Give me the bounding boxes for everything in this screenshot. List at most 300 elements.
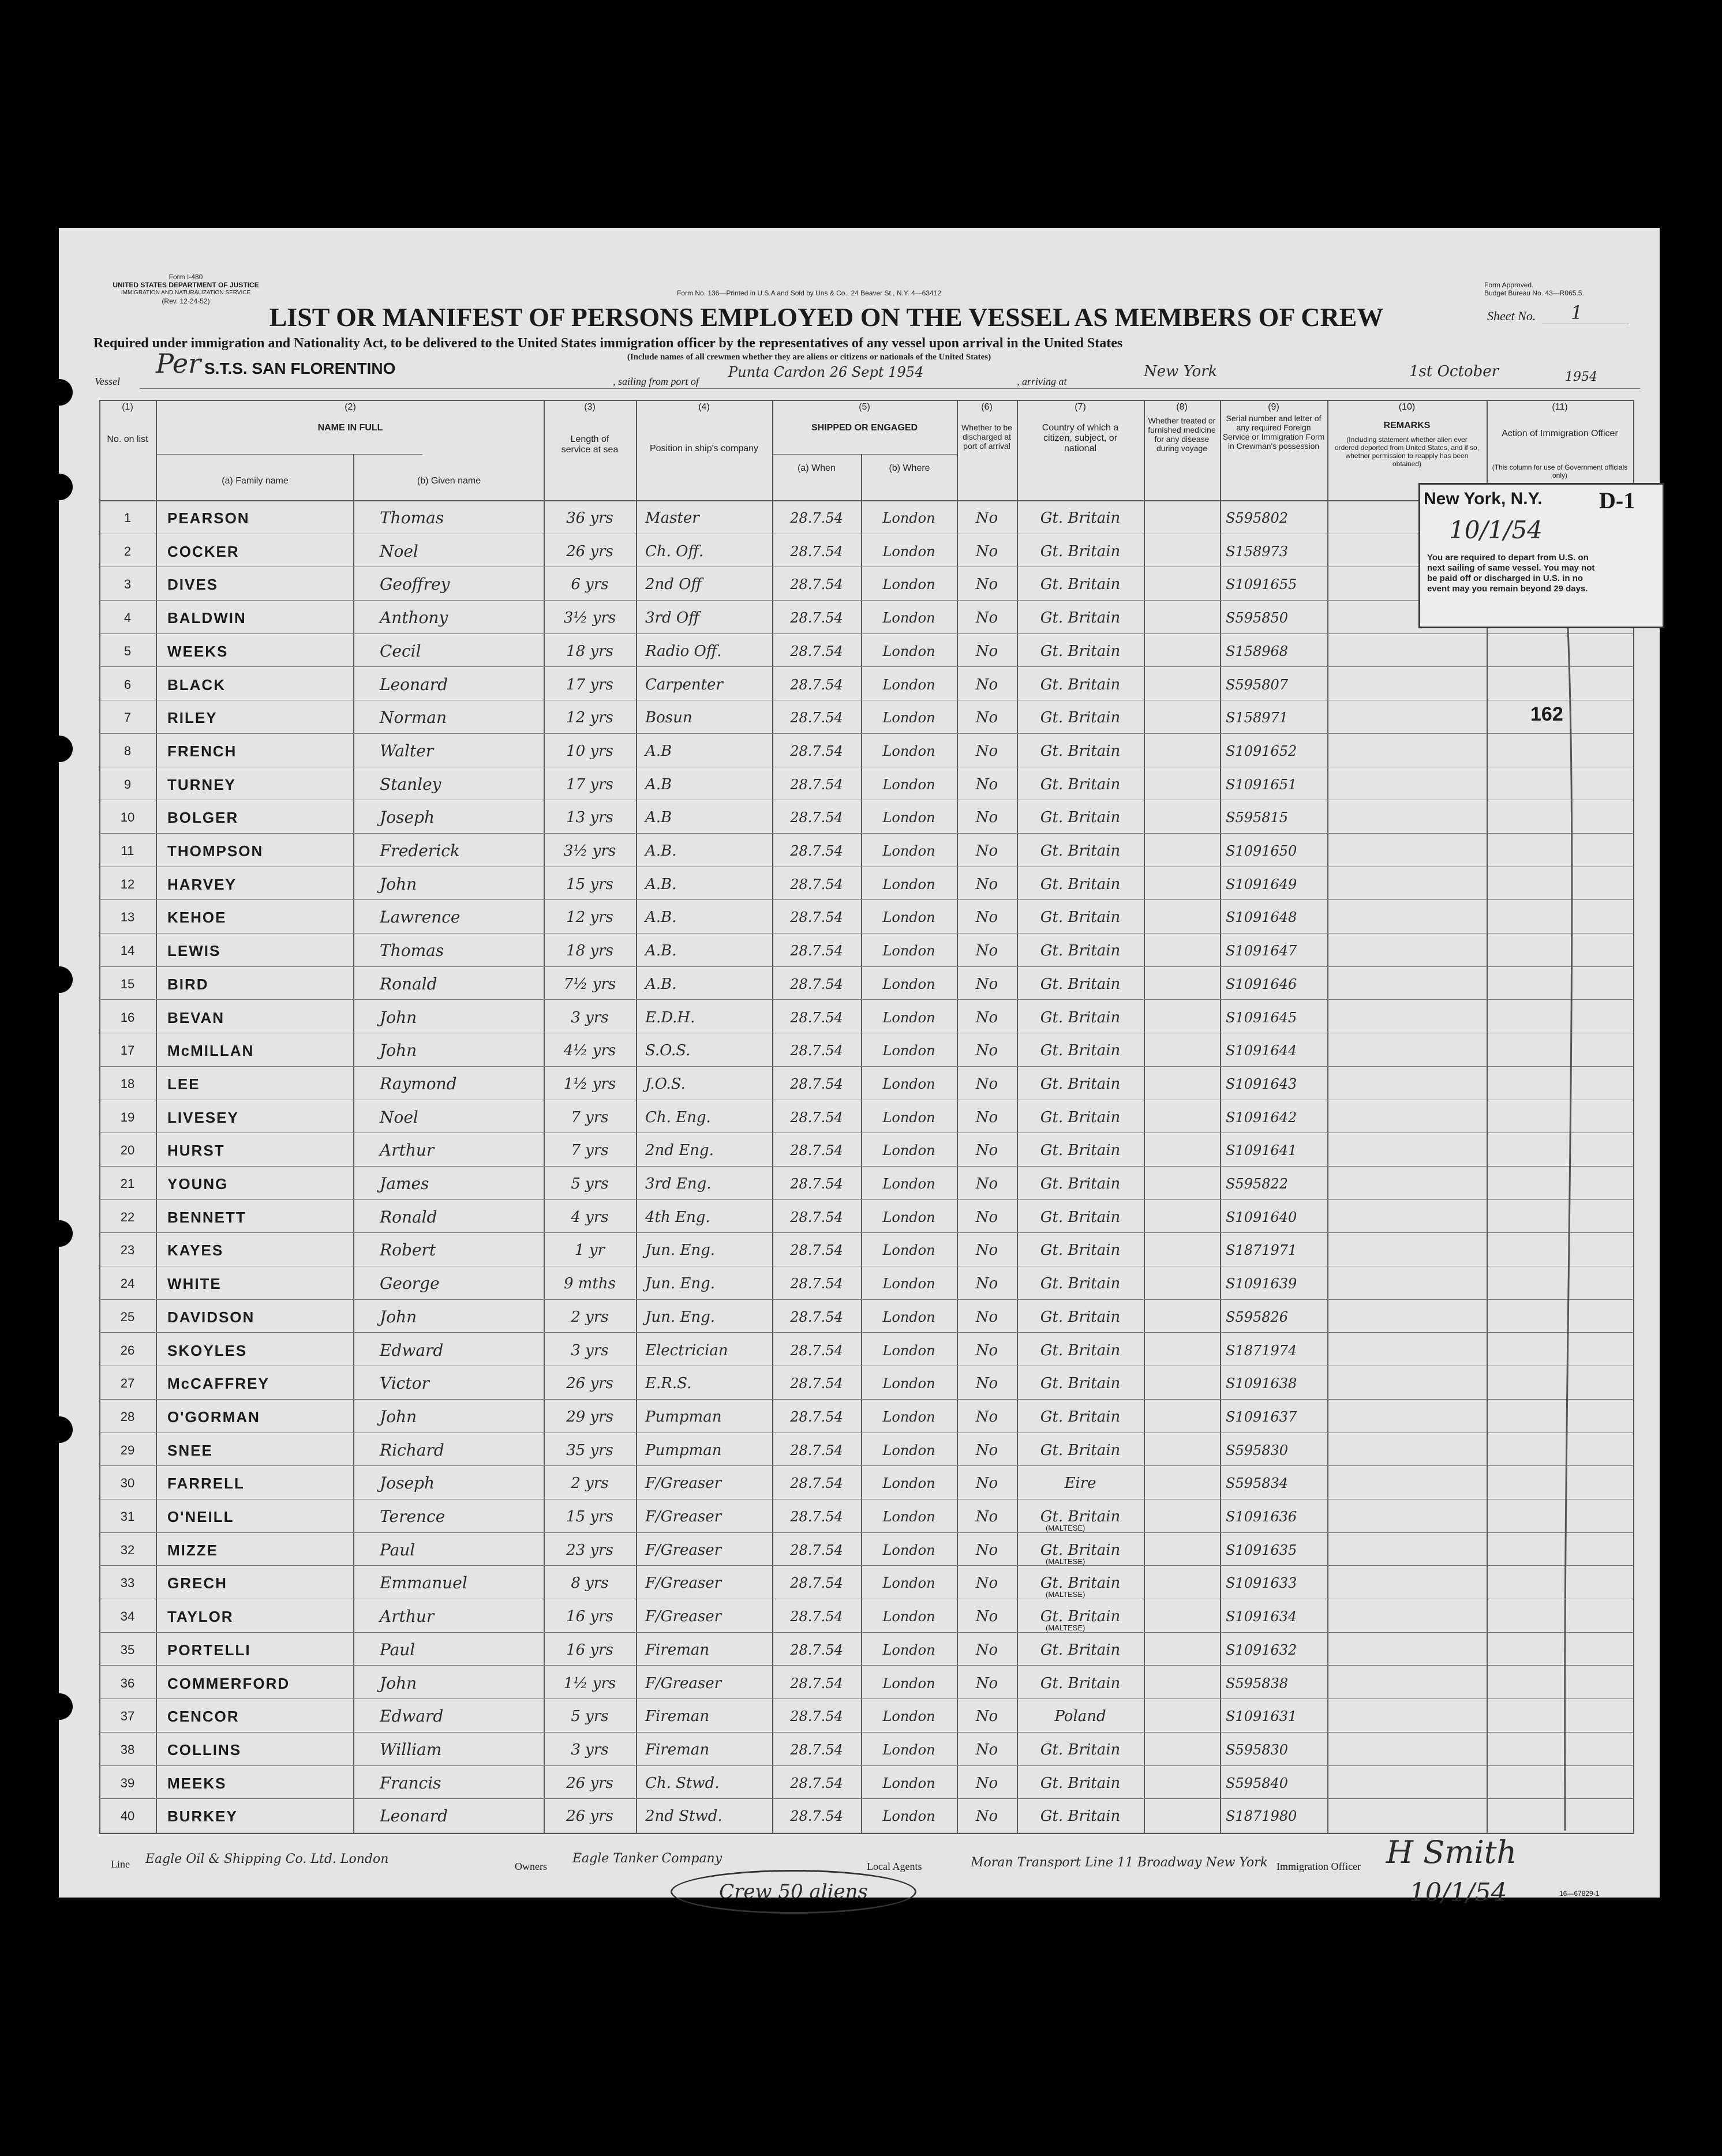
service-length: 12 yrs xyxy=(566,709,613,727)
serial-number: S1091641 xyxy=(1226,1142,1297,1159)
country: Gt. Britain xyxy=(1040,1608,1121,1626)
row-divider xyxy=(99,1166,1634,1167)
table-row xyxy=(99,1799,1634,1833)
discharge-status: No xyxy=(975,1208,998,1226)
serial-number: S1091639 xyxy=(1226,1276,1297,1292)
given-name: Noel xyxy=(380,541,418,561)
col-position-no: (4) xyxy=(698,402,710,412)
serial-number: S595834 xyxy=(1226,1475,1289,1492)
service-length: 29 yrs xyxy=(566,1408,613,1426)
discharge-status: No xyxy=(975,676,998,693)
col-discharge-no: (6) xyxy=(981,402,993,412)
vessel-name: S.T.S. SAN FLORENTINO xyxy=(204,359,396,377)
row-number: 13 xyxy=(120,910,135,925)
shipped-where: London xyxy=(882,1308,935,1325)
shipped-where: London xyxy=(882,1109,935,1126)
approval-line: Form Approved. xyxy=(1484,281,1534,289)
row-divider xyxy=(99,1232,1634,1233)
serial-number: S595830 xyxy=(1226,1741,1289,1758)
position: 3rd Eng. xyxy=(645,1175,712,1193)
table-row xyxy=(99,635,1634,668)
shipped-when: 28.7.54 xyxy=(790,976,843,992)
discharge-status: No xyxy=(975,1108,998,1126)
position: Master xyxy=(645,509,699,527)
service-length: 8 yrs xyxy=(571,1574,609,1592)
discharge-status: No xyxy=(975,509,998,527)
serial-number: S595807 xyxy=(1226,676,1289,693)
country: Gt. Britain xyxy=(1040,1341,1121,1359)
discharge-status: No xyxy=(975,1042,998,1060)
position: Pumpman xyxy=(645,1441,722,1459)
service-length: 3 yrs xyxy=(571,1008,609,1026)
service-length: 10 yrs xyxy=(566,742,613,760)
shipped-when: 28.7.54 xyxy=(790,743,843,759)
arriving-label: , arriving at xyxy=(1017,376,1067,387)
row-number: 15 xyxy=(120,976,135,991)
discharge-status: No xyxy=(975,1708,998,1726)
given-name: John xyxy=(380,874,417,894)
given-name: Lawrence xyxy=(380,908,461,927)
table-row xyxy=(99,501,1634,535)
shipped-when: 28.7.54 xyxy=(790,1209,843,1225)
service-length: 36 yrs xyxy=(566,509,613,527)
col-shipped-when: (a) When xyxy=(798,463,836,473)
sailing-label: , sailing from port of xyxy=(613,376,699,387)
row-number: 40 xyxy=(120,1809,135,1824)
row-number: 8 xyxy=(123,743,132,758)
row-divider xyxy=(99,1798,1634,1799)
arriving-port: New York xyxy=(1144,363,1218,380)
crew-rows xyxy=(99,501,1634,1833)
shipped-where: London xyxy=(882,1075,935,1092)
position: 2nd Stwd. xyxy=(645,1808,723,1825)
given-name: Francis xyxy=(380,1773,441,1793)
given-name: Frederick xyxy=(380,841,460,860)
shipped-when: 28.7.54 xyxy=(790,1375,843,1392)
service-length: 18 yrs xyxy=(566,642,613,660)
discharge-status: No xyxy=(975,775,998,793)
country: Gt. Britain xyxy=(1040,709,1121,727)
given-name: Anthony xyxy=(380,608,448,628)
position: A.B. xyxy=(645,942,677,960)
shipped-where: London xyxy=(882,1575,935,1592)
table-row xyxy=(99,1434,1634,1467)
family-name: MIZZE xyxy=(167,1541,218,1559)
given-name: Edward xyxy=(380,1340,444,1360)
col-position-title: Position in ship's company xyxy=(649,444,759,453)
service-length: 26 yrs xyxy=(566,1375,613,1393)
shipped-when: 28.7.54 xyxy=(790,710,843,726)
country: Gt. Britain xyxy=(1040,542,1121,560)
shipped-when: 28.7.54 xyxy=(790,1342,843,1359)
table-row xyxy=(99,1533,1634,1567)
shipped-where: London xyxy=(882,1375,935,1392)
shipped-when: 28.7.54 xyxy=(790,1608,843,1625)
punch-hole xyxy=(46,1416,73,1443)
shipped-when: 28.7.54 xyxy=(790,1142,843,1159)
country: Gt. Britain xyxy=(1040,942,1121,960)
table-row xyxy=(99,1001,1634,1034)
discharge-status: No xyxy=(975,1408,998,1426)
shipped-when: 28.7.54 xyxy=(790,576,843,593)
serial-number: S1871974 xyxy=(1226,1342,1297,1359)
row-divider xyxy=(99,1066,1634,1067)
discharge-status: No xyxy=(975,842,998,860)
serial-number: S158971 xyxy=(1226,710,1289,726)
table-row xyxy=(99,1400,1634,1434)
discharge-status: No xyxy=(975,1574,998,1592)
row-number: 20 xyxy=(120,1143,135,1158)
col-remarks-no: (10) xyxy=(1398,402,1416,412)
shipped-when: 28.7.54 xyxy=(790,809,843,826)
row-divider xyxy=(99,1465,1634,1466)
shipped-where: London xyxy=(882,1043,935,1059)
family-name: TURNEY xyxy=(167,775,236,793)
discharge-status: No xyxy=(975,1641,998,1659)
serial-number: S1091636 xyxy=(1226,1509,1297,1525)
family-name: BURKEY xyxy=(167,1808,238,1825)
row-number: 29 xyxy=(120,1442,135,1457)
shipped-when: 28.7.54 xyxy=(790,1475,843,1492)
table-row xyxy=(99,1034,1634,1067)
service-length: 1 yr xyxy=(575,1242,605,1259)
row-number: 4 xyxy=(123,610,132,625)
family-name: LEWIS xyxy=(167,942,221,960)
country: Gt. Britain xyxy=(1040,909,1121,927)
given-name: Ronald xyxy=(380,974,437,993)
country: Gt. Britain xyxy=(1040,1308,1121,1326)
family-name: McMILLAN xyxy=(167,1042,254,1060)
service-length: 17 yrs xyxy=(566,775,613,793)
budget-bureau: Budget Bureau No. 43—R065.5. xyxy=(1484,289,1584,297)
discharge-status: No xyxy=(975,1008,998,1026)
service-length: 26 yrs xyxy=(566,542,613,560)
col-remarks-note: (Including statement whether alien ever ordered deported from United States, and if so, whether permission to reapply has been obtained) xyxy=(1334,436,1480,468)
col-family-name: (a) Family name xyxy=(222,476,289,486)
shipped-where: London xyxy=(882,1342,935,1359)
row-number: 7 xyxy=(123,710,132,725)
shipped-when: 28.7.54 xyxy=(790,1675,843,1692)
shipped-when: 28.7.54 xyxy=(790,1741,843,1758)
col-serial-no: (9) xyxy=(1268,402,1279,412)
country: Gt. Britain xyxy=(1040,875,1121,893)
position: A.B. xyxy=(645,909,677,927)
serial-number: S1091631 xyxy=(1226,1708,1297,1725)
row-divider xyxy=(99,1332,1634,1333)
shipped-when: 28.7.54 xyxy=(790,1109,843,1126)
serial-number: S158968 xyxy=(1226,643,1289,659)
country: Gt. Britain xyxy=(1040,1075,1121,1093)
position: A.B xyxy=(645,742,672,760)
row-divider xyxy=(99,1732,1634,1733)
shipped-where: London xyxy=(882,710,935,726)
service-length: 13 yrs xyxy=(566,809,613,827)
col-action-note: (This column for use of Government officials only) xyxy=(1492,463,1628,479)
position: J.O.S. xyxy=(645,1075,686,1093)
officer-label: Immigration Officer xyxy=(1276,1861,1361,1872)
vessel-label: Vessel xyxy=(95,376,120,387)
table-row xyxy=(99,1500,1634,1533)
service-length: 7 yrs xyxy=(571,1108,609,1126)
shipped-when: 28.7.54 xyxy=(790,1043,843,1059)
service-length: 18 yrs xyxy=(566,942,613,960)
service-length: 17 yrs xyxy=(566,676,613,693)
row-number: 21 xyxy=(120,1176,135,1191)
pencil-line xyxy=(1530,573,1600,1842)
country: Poland xyxy=(1054,1708,1106,1726)
discharge-status: No xyxy=(975,1375,998,1393)
serial-number: S1091637 xyxy=(1226,1408,1297,1425)
serial-number: S595840 xyxy=(1226,1775,1289,1791)
country: Gt. Britain xyxy=(1040,576,1121,594)
table-row xyxy=(99,1267,1634,1300)
family-name: KEHOE xyxy=(167,909,227,927)
serial-number: S1091640 xyxy=(1226,1209,1297,1225)
serial-number: S1091646 xyxy=(1226,976,1297,992)
shipped-when: 28.7.54 xyxy=(790,610,843,627)
table-row xyxy=(99,1566,1634,1600)
discharge-status: No xyxy=(975,1075,998,1093)
given-name: John xyxy=(380,1041,417,1060)
given-name: Noel xyxy=(380,1107,418,1127)
row-number: 32 xyxy=(120,1542,135,1557)
position: 4th Eng. xyxy=(645,1208,710,1226)
shipped-where: London xyxy=(882,1176,935,1192)
printer-note: Form No. 136—Printed in U.S.A and Sold by Uns & Co., 24 Beaver St., N.Y. 4—63412 xyxy=(676,289,941,297)
table-row xyxy=(99,968,1634,1001)
row-number: 6 xyxy=(123,677,132,692)
given-name: Walter xyxy=(380,741,434,760)
given-name: Raymond xyxy=(380,1074,457,1093)
shipped-when: 28.7.54 xyxy=(790,1276,843,1292)
row-number: 9 xyxy=(123,777,132,792)
country: Gt. Britain xyxy=(1040,1508,1121,1525)
vessel-prefix: Per xyxy=(156,348,201,379)
position: Jun. Eng. xyxy=(645,1308,716,1326)
row-divider xyxy=(99,666,1634,667)
row-number: 22 xyxy=(120,1209,135,1224)
col-shipped-title: SHIPPED OR ENGAGED xyxy=(811,423,918,433)
row-divider xyxy=(99,833,1634,834)
family-name: McCAFFREY xyxy=(167,1375,269,1393)
country: Gt. Britain xyxy=(1040,1275,1121,1293)
service-length: 7 yrs xyxy=(571,1142,609,1160)
discharge-status: No xyxy=(975,942,998,960)
position: Jun. Eng. xyxy=(645,1275,716,1293)
maltese-note: (MALTESE) xyxy=(1046,1557,1085,1566)
position: 2nd Eng. xyxy=(645,1142,714,1160)
table-row xyxy=(99,701,1634,734)
country: Gt. Britain xyxy=(1040,1242,1121,1259)
shipped-where: London xyxy=(882,510,935,526)
shipped-where: London xyxy=(882,543,935,560)
position: F/Greaser xyxy=(645,1508,722,1525)
shipped-where: London xyxy=(882,1775,935,1791)
serial-number: S1091649 xyxy=(1226,876,1297,893)
service-length: 5 yrs xyxy=(571,1708,609,1726)
row-number: 12 xyxy=(120,876,135,891)
shipped-where: London xyxy=(882,1209,935,1225)
discharge-status: No xyxy=(975,1275,998,1293)
shipped-when: 28.7.54 xyxy=(790,1242,843,1259)
manifest-sheet xyxy=(59,228,1660,1907)
given-name: Geoffrey xyxy=(380,575,450,594)
form-revision: (Rev. 12-24-52) xyxy=(162,297,210,305)
family-name: BOLGER xyxy=(167,809,239,827)
table-row xyxy=(99,1167,1634,1201)
col-name-no: (2) xyxy=(345,402,356,412)
position: F/Greaser xyxy=(645,1608,722,1626)
row-divider xyxy=(99,1698,1634,1699)
position: A.B xyxy=(645,775,672,793)
line-value: Eagle Oil & Shipping Co. Ltd. London xyxy=(145,1852,389,1866)
row-divider xyxy=(99,1665,1634,1666)
shipped-where: London xyxy=(882,943,935,959)
row-number: 24 xyxy=(120,1276,135,1291)
table-row xyxy=(99,801,1634,834)
table-row xyxy=(99,734,1634,768)
country: Gt. Britain xyxy=(1040,1808,1121,1825)
position: Pumpman xyxy=(645,1408,722,1426)
row-divider xyxy=(99,1399,1634,1400)
discharge-status: No xyxy=(975,909,998,927)
discharge-status: No xyxy=(975,1508,998,1525)
shipped-where: London xyxy=(882,809,935,826)
punch-hole xyxy=(46,1693,73,1720)
shipped-where: London xyxy=(882,1542,935,1558)
discharge-status: No xyxy=(975,609,998,627)
shipped-when: 28.7.54 xyxy=(790,1641,843,1658)
col-given-name: (b) Given name xyxy=(417,476,481,486)
row-number: 37 xyxy=(120,1709,135,1724)
country: Gt. Britain xyxy=(1040,975,1121,993)
shipped-where: London xyxy=(882,1741,935,1758)
position: Radio Off. xyxy=(645,642,722,660)
row-number: 10 xyxy=(120,810,135,825)
country: Gt. Britain xyxy=(1040,1108,1121,1126)
shipped-when: 28.7.54 xyxy=(790,1708,843,1725)
include-note: (Include names of all crewmen whether they are aliens or citizens or nationals of the United States) xyxy=(627,353,991,362)
row-divider xyxy=(99,733,1634,734)
row-number: 19 xyxy=(120,1109,135,1124)
row-number: 2 xyxy=(123,543,132,558)
row-number: 28 xyxy=(120,1409,135,1424)
table-row xyxy=(99,1201,1634,1234)
position: 2nd Off xyxy=(645,576,702,594)
row-number: 25 xyxy=(120,1309,135,1324)
shipped-where: London xyxy=(882,1708,935,1725)
row-number: 1 xyxy=(123,511,132,525)
row-number: 16 xyxy=(120,1010,135,1025)
shipped-when: 28.7.54 xyxy=(790,1808,843,1825)
table-row xyxy=(99,768,1634,801)
shipped-when: 28.7.54 xyxy=(790,1308,843,1325)
country: Eire xyxy=(1064,1475,1096,1493)
family-name: CENCOR xyxy=(167,1708,239,1726)
shipped-where: London xyxy=(882,1009,935,1026)
country: Gt. Britain xyxy=(1040,1408,1121,1426)
row-divider xyxy=(99,966,1634,967)
row-divider xyxy=(99,1632,1634,1633)
col-name-title: NAME IN FULL xyxy=(317,423,383,433)
shipped-when: 28.7.54 xyxy=(790,543,843,560)
col-medicine-title: Whether treated or furnished medicine for any disease during voyage xyxy=(1148,416,1216,453)
country: Gt. Britain xyxy=(1040,1008,1121,1026)
serial-number: S1091651 xyxy=(1226,776,1297,793)
serial-number: S1091643 xyxy=(1226,1075,1297,1092)
serial-number: S595850 xyxy=(1226,610,1289,627)
page-subtitle: Required under immigration and Nationality Act, to be delivered to the United States immigration officer by the representatives of any vessel upon arrival in the United States xyxy=(93,336,1123,351)
country: Gt. Britain xyxy=(1040,1741,1121,1758)
maltese-note: (MALTESE) xyxy=(1046,1623,1085,1633)
given-name: Joseph xyxy=(380,808,435,827)
row-divider xyxy=(99,1765,1634,1766)
family-name: O'GORMAN xyxy=(167,1408,260,1426)
given-name: Paul xyxy=(380,1640,415,1659)
form-code: 16—67829-1 xyxy=(1559,1889,1600,1898)
table-row xyxy=(99,1334,1634,1367)
table-row xyxy=(99,901,1634,934)
shipped-where: London xyxy=(882,976,935,992)
row-divider xyxy=(99,1299,1634,1300)
row-divider xyxy=(99,1532,1634,1533)
position: Ch. Off. xyxy=(645,542,704,560)
family-name: HARVEY xyxy=(167,875,237,893)
position: Fireman xyxy=(645,1708,710,1726)
service-length: 7½ yrs xyxy=(563,975,616,993)
given-name: Cecil xyxy=(380,641,421,661)
agents-label: Local Agents xyxy=(867,1861,922,1872)
discharge-status: No xyxy=(975,1741,998,1758)
family-name: GRECH xyxy=(167,1574,227,1592)
shipped-when: 28.7.54 xyxy=(790,676,843,693)
shipped-where: London xyxy=(882,1675,935,1692)
serial-number: S1091635 xyxy=(1226,1542,1297,1558)
shipped-where: London xyxy=(882,610,935,627)
family-name: THOMPSON xyxy=(167,842,264,860)
serial-number: S595830 xyxy=(1226,1442,1289,1458)
shipped-where: London xyxy=(882,1475,935,1492)
serial-number: S1091652 xyxy=(1226,743,1297,759)
position: E.R.S. xyxy=(645,1375,692,1393)
given-name: William xyxy=(380,1739,442,1759)
position: Ch. Stwd. xyxy=(645,1774,720,1792)
shipped-when: 28.7.54 xyxy=(790,1408,843,1425)
immigration-stamp xyxy=(1418,483,1664,628)
table-row xyxy=(99,601,1634,635)
officer-signature: H Smith xyxy=(1386,1834,1517,1870)
country: Gt. Britain xyxy=(1040,842,1121,860)
discharge-status: No xyxy=(975,1142,998,1160)
row-number: 23 xyxy=(120,1243,135,1258)
table-row xyxy=(99,1667,1634,1700)
family-name: WEEKS xyxy=(167,642,229,660)
position: A.B. xyxy=(645,975,677,993)
family-name: COLLINS xyxy=(167,1741,242,1758)
shipped-where: London xyxy=(882,1808,935,1825)
shipped-where: London xyxy=(882,1276,935,1292)
shipped-when: 28.7.54 xyxy=(790,510,843,526)
row-number: 30 xyxy=(120,1476,135,1491)
table-row xyxy=(99,1067,1634,1101)
family-name: YOUNG xyxy=(167,1175,229,1193)
given-name: Thomas xyxy=(380,508,444,527)
shipped-where: London xyxy=(882,909,935,926)
serial-number: S1091633 xyxy=(1226,1575,1297,1592)
shipped-where: London xyxy=(882,876,935,893)
shipped-when: 28.7.54 xyxy=(790,1575,843,1592)
stamp-location: New York, N.Y. xyxy=(1424,489,1543,508)
